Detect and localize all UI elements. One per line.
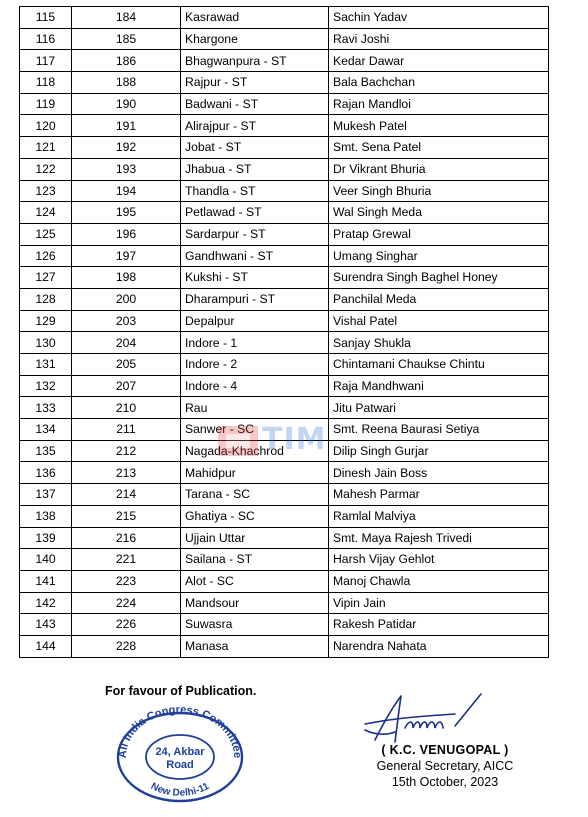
signatory-block: [330, 742, 560, 790]
table-row: [20, 115, 549, 137]
table-row: [20, 158, 549, 180]
constituency-cell: Nagada-Khachrod: [181, 440, 329, 462]
table-row: [20, 223, 549, 245]
serial-number-cell: 129: [20, 310, 72, 332]
ac-number-cell: 211: [72, 419, 181, 441]
ac-number-cell: 200: [72, 288, 181, 310]
ac-number-cell: 193: [72, 158, 181, 180]
constituency-cell: Bhagwanpura - ST: [181, 50, 329, 72]
constituency-cell: Jhabua - ST: [181, 158, 329, 180]
ac-number-cell: 212: [72, 440, 181, 462]
table-row: [20, 440, 549, 462]
table-row: [20, 288, 549, 310]
signatory-designation: General Secretary, AICC: [376, 759, 514, 773]
seal-address-line2: Road: [166, 759, 194, 771]
table-row: [20, 72, 549, 94]
serial-number-cell: 123: [20, 180, 72, 202]
candidate-name-cell: Dr Vikrant Bhuria: [329, 158, 549, 180]
ac-number-cell: 198: [72, 267, 181, 289]
ac-number-cell: 215: [72, 505, 181, 527]
constituency-cell: Khargone: [181, 28, 329, 50]
serial-number-cell: 139: [20, 527, 72, 549]
table-row: [20, 505, 549, 527]
candidate-name-cell: Mukesh Patel: [329, 115, 549, 137]
constituency-cell: Jobat - ST: [181, 137, 329, 159]
ac-number-cell: 228: [72, 635, 181, 657]
serial-number-cell: 124: [20, 202, 72, 224]
table-row: [20, 635, 549, 657]
serial-number-cell: 133: [20, 397, 72, 419]
serial-number-cell: 116: [20, 28, 72, 50]
table-row: [20, 527, 549, 549]
serial-number-cell: 130: [20, 332, 72, 354]
constituency-cell: Tarana - SC: [181, 484, 329, 506]
candidate-name-cell: Vipin Jain: [329, 592, 549, 614]
table-row: [20, 137, 549, 159]
seal-address-line1: 24, Akbar: [155, 746, 205, 758]
constituency-cell: Depalpur: [181, 310, 329, 332]
ac-number-cell: 204: [72, 332, 181, 354]
ac-number-cell: 207: [72, 375, 181, 397]
candidate-name-cell: Jitu Patwari: [329, 397, 549, 419]
serial-number-cell: 128: [20, 288, 72, 310]
candidate-name-cell: Umang Singhar: [329, 245, 549, 267]
constituency-cell: Ujjain Uttar: [181, 527, 329, 549]
constituency-cell: Petlawad - ST: [181, 202, 329, 224]
serial-number-cell: 136: [20, 462, 72, 484]
constituency-cell: Mandsour: [181, 592, 329, 614]
candidate-name-cell: Smt. Reena Baurasi Setiya: [329, 419, 549, 441]
serial-number-cell: 117: [20, 50, 72, 72]
serial-number-cell: 141: [20, 570, 72, 592]
ac-number-cell: 203: [72, 310, 181, 332]
serial-number-cell: 119: [20, 93, 72, 115]
ac-number-cell: 223: [72, 570, 181, 592]
ac-number-cell: 205: [72, 354, 181, 376]
constituency-cell: Kasrawad: [181, 7, 329, 29]
serial-number-cell: 135: [20, 440, 72, 462]
serial-number-cell: 137: [20, 484, 72, 506]
table-row: [20, 462, 549, 484]
candidate-name-cell: Ramlal Malviya: [329, 505, 549, 527]
constituency-cell: Kukshi - ST: [181, 267, 329, 289]
ac-number-cell: 186: [72, 50, 181, 72]
constituency-cell: Alot - SC: [181, 570, 329, 592]
candidate-name-cell: Wal Singh Meda: [329, 202, 549, 224]
table-row: [20, 332, 549, 354]
handwritten-signature: [355, 690, 515, 750]
constituency-cell: Thandla - ST: [181, 180, 329, 202]
constituency-cell: Sanwer - SC: [181, 419, 329, 441]
table-row: [20, 549, 549, 571]
candidate-name-cell: Harsh Vijay Gehlot: [329, 549, 549, 571]
candidate-name-cell: Kedar Dawar: [329, 50, 549, 72]
table-row: [20, 614, 549, 636]
table-row: [20, 354, 549, 376]
ac-number-cell: 184: [72, 7, 181, 29]
serial-number-cell: 118: [20, 72, 72, 94]
serial-number-cell: 134: [20, 419, 72, 441]
serial-number-cell: 127: [20, 267, 72, 289]
table-row: [20, 50, 549, 72]
serial-number-cell: 142: [20, 592, 72, 614]
table-row: [20, 310, 549, 332]
ac-number-cell: 195: [72, 202, 181, 224]
constituency-cell: Sardarpur - ST: [181, 223, 329, 245]
constituency-cell: Rajpur - ST: [181, 72, 329, 94]
ac-number-cell: 213: [72, 462, 181, 484]
candidate-table-body: [20, 7, 549, 658]
candidate-name-cell: Smt. Maya Rajesh Trivedi: [329, 527, 549, 549]
candidate-name-cell: Rajan Mandloi: [329, 93, 549, 115]
candidate-name-cell: Surendra Singh Baghel Honey: [329, 267, 549, 289]
table-row: [20, 202, 549, 224]
ac-number-cell: 190: [72, 93, 181, 115]
candidate-name-cell: Ravi Joshi: [329, 28, 549, 50]
ac-number-cell: 226: [72, 614, 181, 636]
serial-number-cell: 125: [20, 223, 72, 245]
candidate-name-cell: Sanjay Shukla: [329, 332, 549, 354]
serial-number-cell: 121: [20, 137, 72, 159]
candidate-name-cell: Rakesh Patidar: [329, 614, 549, 636]
candidate-name-cell: Chintamani Chaukse Chintu: [329, 354, 549, 376]
serial-number-cell: 143: [20, 614, 72, 636]
ac-number-cell: 194: [72, 180, 181, 202]
table-row: [20, 93, 549, 115]
constituency-cell: Gandhwani - ST: [181, 245, 329, 267]
candidate-name-cell: Bala Bachchan: [329, 72, 549, 94]
candidate-name-cell: Narendra Nahata: [329, 635, 549, 657]
signatory-name: ( K.C. VENUGOPAL ): [381, 743, 509, 757]
candidate-table-container: [19, 6, 548, 658]
candidate-name-cell: Sachin Yadav: [329, 7, 549, 29]
serial-number-cell: 132: [20, 375, 72, 397]
serial-number-cell: 140: [20, 549, 72, 571]
ac-number-cell: 197: [72, 245, 181, 267]
signatory-date: 15th October, 2023: [391, 775, 499, 789]
candidate-name-cell: Pratap Grewal: [329, 223, 549, 245]
constituency-cell: Indore - 2: [181, 354, 329, 376]
serial-number-cell: 122: [20, 158, 72, 180]
table-row: [20, 570, 549, 592]
serial-number-cell: 126: [20, 245, 72, 267]
ac-number-cell: 221: [72, 549, 181, 571]
candidate-name-cell: Smt. Sena Patel: [329, 137, 549, 159]
candidate-name-cell: Manoj Chawla: [329, 570, 549, 592]
constituency-cell: Sailana - ST: [181, 549, 329, 571]
candidate-name-cell: Veer Singh Bhuria: [329, 180, 549, 202]
ac-number-cell: 185: [72, 28, 181, 50]
candidate-name-cell: Dilip Singh Gurjar: [329, 440, 549, 462]
constituency-cell: Dharampuri - ST: [181, 288, 329, 310]
ac-number-cell: 188: [72, 72, 181, 94]
table-row: [20, 180, 549, 202]
constituency-cell: Manasa: [181, 635, 329, 657]
table-row: [20, 245, 549, 267]
serial-number-cell: 144: [20, 635, 72, 657]
constituency-cell: Indore - 4: [181, 375, 329, 397]
serial-number-cell: 138: [20, 505, 72, 527]
ac-number-cell: 216: [72, 527, 181, 549]
seal-ring-text: All India Congress Committee: [116, 703, 244, 759]
serial-number-cell: 120: [20, 115, 72, 137]
candidate-table: [19, 6, 549, 658]
constituency-cell: Indore - 1: [181, 332, 329, 354]
table-row: [20, 28, 549, 50]
ac-number-cell: 224: [72, 592, 181, 614]
seal-bottom-text: New Delhi-11: [148, 780, 212, 799]
candidate-name-cell: Dinesh Jain Boss: [329, 462, 549, 484]
publication-note: For favour of Publication.: [105, 684, 257, 698]
table-row: [20, 419, 549, 441]
constituency-cell: Ghatiya - SC: [181, 505, 329, 527]
candidate-name-cell: Vishal Patel: [329, 310, 549, 332]
table-row: [20, 592, 549, 614]
table-row: [20, 484, 549, 506]
aicc-seal-stamp: [110, 703, 250, 803]
candidate-name-cell: Raja Mandhwani: [329, 375, 549, 397]
candidate-name-cell: Panchilal Meda: [329, 288, 549, 310]
ac-number-cell: 210: [72, 397, 181, 419]
ac-number-cell: 191: [72, 115, 181, 137]
candidate-name-cell: Mahesh Parmar: [329, 484, 549, 506]
table-row: [20, 397, 549, 419]
constituency-cell: Badwani - ST: [181, 93, 329, 115]
serial-number-cell: 115: [20, 7, 72, 29]
svg-text:New Delhi-11: [149, 781, 212, 799]
table-row: [20, 7, 549, 29]
serial-number-cell: 131: [20, 354, 72, 376]
table-row: [20, 267, 549, 289]
ac-number-cell: 196: [72, 223, 181, 245]
constituency-cell: Suwasra: [181, 614, 329, 636]
ac-number-cell: 192: [72, 137, 181, 159]
constituency-cell: Alirajpur - ST: [181, 115, 329, 137]
table-row: [20, 375, 549, 397]
constituency-cell: Mahidpur: [181, 462, 329, 484]
ac-number-cell: 214: [72, 484, 181, 506]
constituency-cell: Rau: [181, 397, 329, 419]
watermark-text: TIM: [262, 422, 327, 457]
